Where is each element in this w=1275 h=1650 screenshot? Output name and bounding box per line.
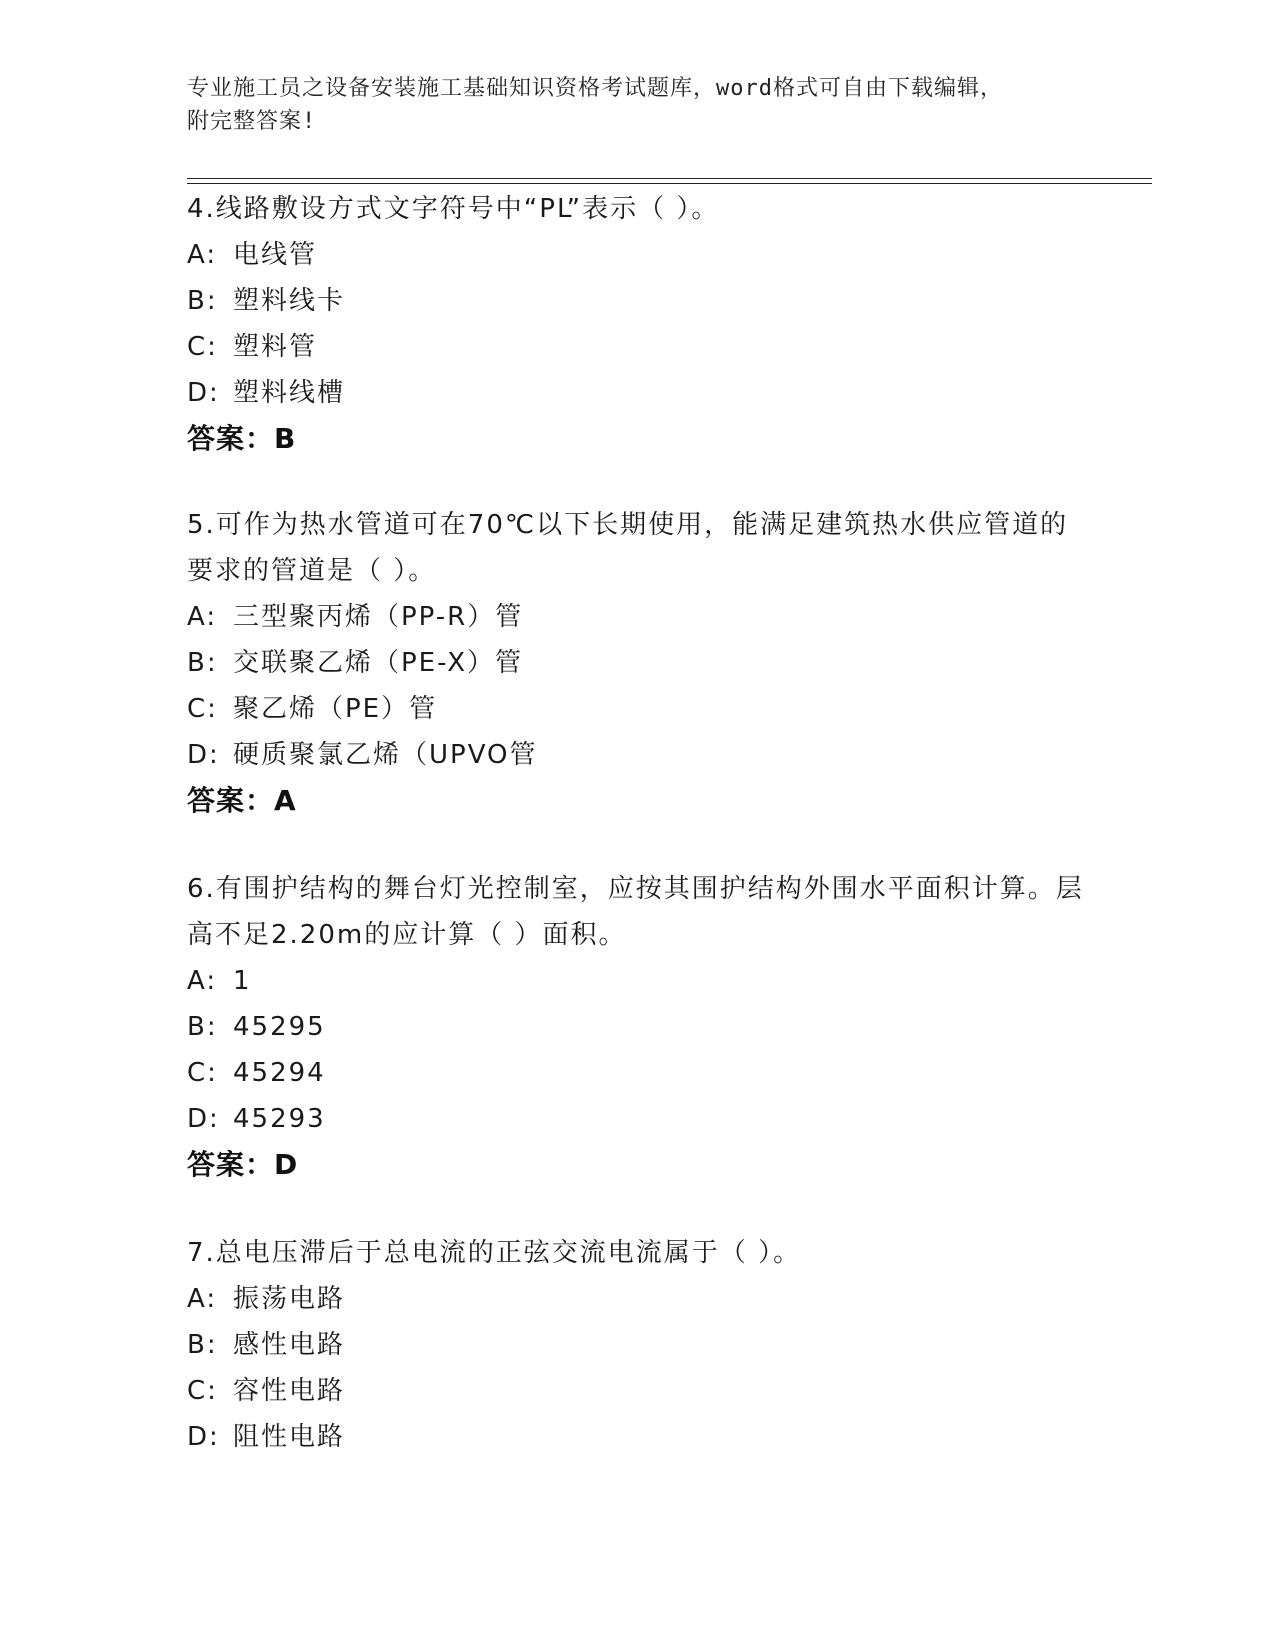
option-letter: D: (187, 1422, 220, 1452)
question-stem: 4.线路敷设方式文字符号中“PL”表示（ ）。 (187, 194, 720, 224)
question-6 (187, 866, 1087, 1188)
option-letter: C: (187, 1058, 218, 1088)
option-letter: C: (187, 694, 218, 724)
question-stem: 6.有围护结构的舞台灯光控制室，应按其围护结构外围水平面积计算。层高不足2.20m的应计算（ ）面积。 (187, 874, 1084, 950)
option-text: 三型聚丙烯（PP-R）管 (233, 602, 524, 632)
option-text: 45293 (233, 1104, 326, 1134)
option-text: 45295 (233, 1012, 326, 1042)
option-b (187, 640, 1087, 686)
option-text: 塑料线槽 (233, 378, 346, 408)
option-d (187, 1414, 1087, 1460)
option-letter: B: (187, 286, 218, 316)
option-text: 振荡电路 (233, 1284, 346, 1314)
option-text: 45294 (233, 1058, 326, 1088)
option-letter: A: (187, 1284, 218, 1314)
option-letter: D: (187, 1104, 220, 1134)
option-letter: A: (187, 602, 218, 632)
option-letter: A: (187, 240, 218, 270)
option-a (187, 958, 1087, 1004)
option-text: 塑料线卡 (233, 286, 346, 316)
option-text: 阻性电路 (233, 1422, 346, 1452)
option-b (187, 1322, 1087, 1368)
header-line-2: 附完整答案! (187, 109, 317, 134)
option-a (187, 232, 1087, 278)
option-letter: B: (187, 1330, 218, 1360)
option-letter: D: (187, 378, 220, 408)
option-text: 聚乙烯（PE）管 (233, 694, 438, 724)
option-text: 感性电路 (233, 1330, 346, 1360)
option-d (187, 370, 1087, 416)
option-text: 硬质聚氯乙烯（UPVO管 (233, 740, 538, 770)
question-stem: 5.可作为热水管道可在70℃以下长期使用，能满足建筑热水供应管道的要求的管道是（ ）。 (187, 510, 1069, 586)
option-letter: B: (187, 648, 218, 678)
option-letter: C: (187, 332, 218, 362)
option-text: 1 (233, 966, 252, 996)
option-text: 电线管 (233, 240, 318, 270)
option-d (187, 1096, 1087, 1142)
option-c (187, 686, 1087, 732)
header-line-1: 专业施工员之设备安装施工基础知识资格考试题库，word格式可自由下载编辑， (187, 76, 1003, 101)
question-stem: 7.总电压滞后于总电流的正弦交流电流属于（ ）。 (187, 1238, 802, 1268)
option-letter: B: (187, 1012, 218, 1042)
option-text: 交联聚乙烯（PE-X）管 (233, 648, 524, 678)
option-b (187, 1004, 1087, 1050)
question-4 (187, 186, 1087, 462)
option-d (187, 732, 1087, 778)
option-a (187, 594, 1087, 640)
option-text: 塑料管 (233, 332, 318, 362)
answer: 答案：A (187, 784, 297, 817)
option-c (187, 1050, 1087, 1096)
header-divider (187, 178, 1152, 184)
option-text: 容性电路 (233, 1376, 346, 1406)
option-a (187, 1276, 1087, 1322)
question-7 (187, 1230, 1087, 1460)
question-5 (187, 502, 1087, 824)
answer: 答案：B (187, 422, 297, 455)
option-c (187, 1368, 1087, 1414)
answer: 答案：D (187, 1148, 299, 1181)
document-header (187, 72, 1087, 138)
option-b (187, 278, 1087, 324)
option-letter: A: (187, 966, 218, 996)
option-c (187, 324, 1087, 370)
option-letter: C: (187, 1376, 218, 1406)
option-letter: D: (187, 740, 220, 770)
